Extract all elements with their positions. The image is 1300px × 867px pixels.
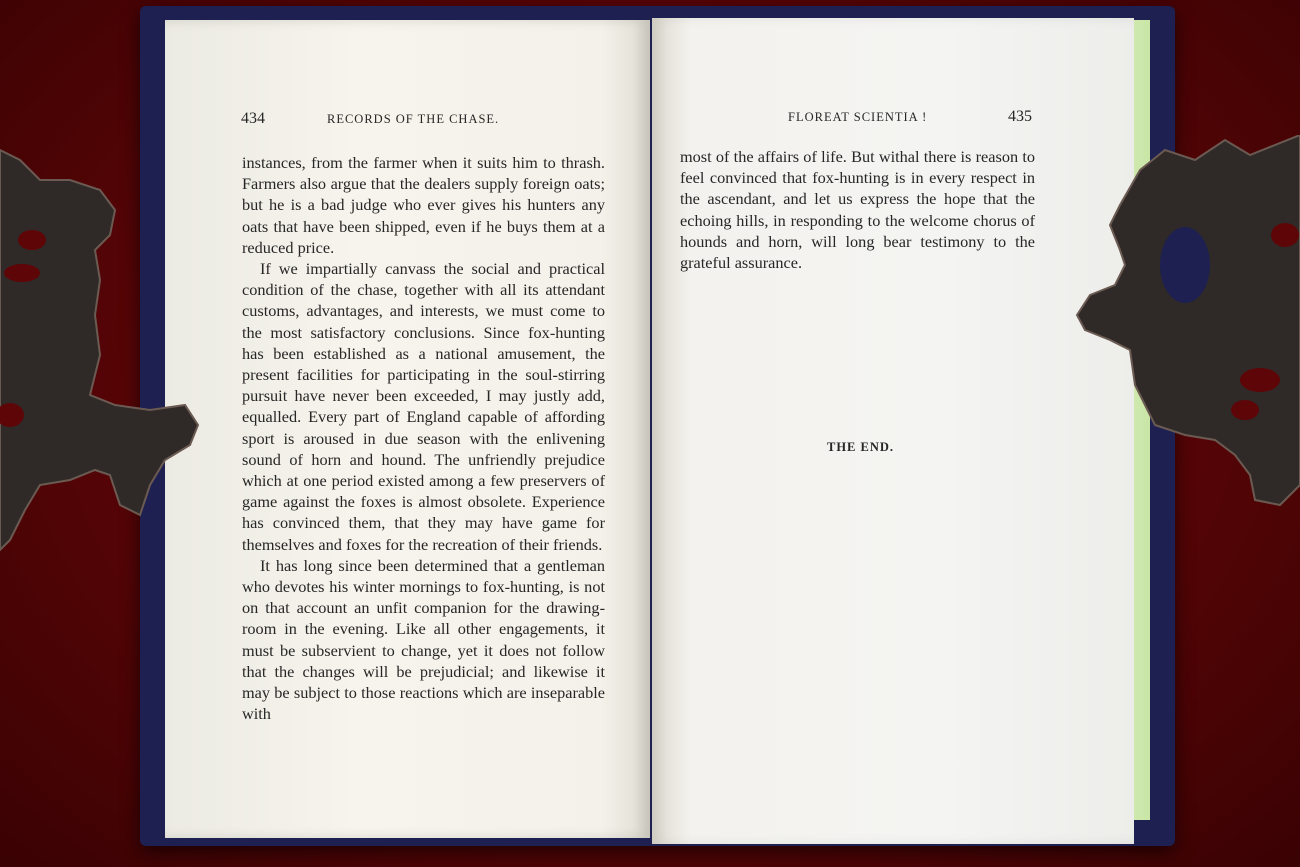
page-number: 434 (241, 110, 265, 127)
left-page (165, 20, 650, 838)
paragraph: most of the affairs of life. But withal there is reason to feel convinced that fox-hunting is in every respect in the ascendant, and let us express the hope that the echoing hills, in responding to the welcome chorus of hounds and horn, will long bear testimony to the grateful assurance. (680, 147, 1035, 273)
paragraph: It has long since been determined that a gentleman who devotes his winter mornings to fox-hunting, is not on that account an unfit companion for the drawing-room in the evening. Like all other engagements, it must be subservient to change, yet it does not follow that the changes will be prejudicial; and likewise it may be subject to those reactions which are inseparable with (242, 555, 605, 724)
page-body (680, 146, 1035, 273)
running-head: FLOREAT SCIENTIA ! (788, 110, 928, 124)
page-body (242, 152, 605, 724)
running-head: RECORDS OF THE CHASE. (327, 112, 500, 126)
paragraph: instances, from the farmer when it suits him to thrash. Farmers also argue that the dealers supply foreign oats; but he is a bad judge who ever gives his hunters any oats that have been shipped, even if he buys them at a reduced price. (242, 153, 605, 257)
page-number: 435 (1008, 108, 1032, 125)
left-book-clip (0, 140, 200, 560)
end-marker: THE END. (827, 440, 895, 454)
paragraph: If we impartially canvass the social and practical condition of the chase, together with all its attendant customs, advantages, and interests, we must come to the most satisfactory conclusions. Since fox-hunting has been established as a national amusement, the present facilities for participating in the soul-stirring pursuit have never been exceeded, I may justly add, equalled. Every part of England capable of affording sport is aroused in due season with the enlivening sound of horn and hound. The unfriendly prejudice which at one period existed among a few preservers of game against the foxes is almost obsolete. Experience has convinced them, that they may have game for themselves and foxes for the recreation of their friends. (242, 259, 605, 554)
right-page (652, 18, 1134, 844)
right-book-clip (1075, 135, 1300, 515)
